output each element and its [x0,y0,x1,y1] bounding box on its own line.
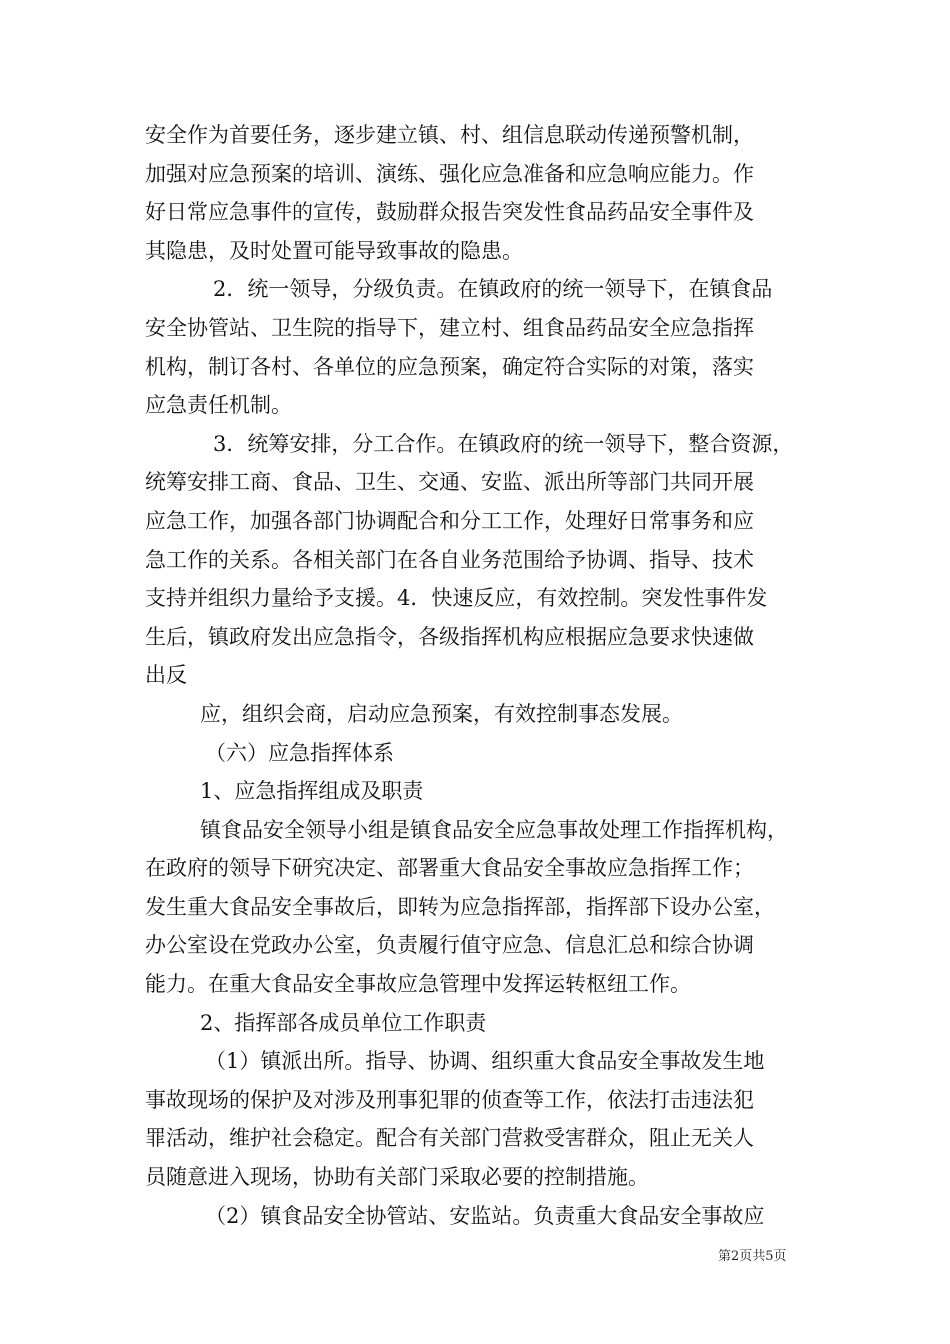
text-line: 应急工作，加强各部门协调配合和分工工作，处理好日常事务和应 [145,508,754,533]
text-line: 安全协管站、卫生院的指导下，建立村、组食品药品安全应急指挥 [145,315,754,340]
text-line: 事故现场的保护及对涉及刑事犯罪的侦查等工作，依法打击违法犯 [145,1087,754,1112]
text-line: 在政府的领导下研究决定、部署重大食品安全事故应急指挥工作； [145,856,754,881]
text-line: 加强对应急预案的培训、演练、强化应急准备和应急响应能力。作 [145,161,754,186]
text-line: 应急责任机制。 [145,393,292,418]
page-number: 第2页共5页 [718,1249,787,1264]
text-line: 应，组织会商，启动应急预案，有效控制事态发展。 [200,701,683,726]
section-heading: （六）应急指挥体系 [205,740,394,765]
subsection-heading: 2、指挥部各成员单位工作职责 [200,1010,487,1035]
text-line: 急工作的关系。各相关部门在各自业务范围给予协调、指导、技术 [145,547,754,572]
text-line: 出反 [145,663,187,688]
text-line: 镇食品安全领导小组是镇食品安全应急事故处理工作指挥机构， [200,817,788,842]
text-line: 机构，制订各村、各单位的应急预案，确定符合实际的对策，落实 [145,354,754,379]
text-line: 2．统一领导，分级负责。在镇政府的统一领导下，在镇食品 [213,277,773,302]
text-line: 3．统筹安排，分工合作。在镇政府的统一领导下，整合资源， [213,431,794,456]
text-line: 罪活动，维护社会稳定。配合有关部门营救受害群众，阻止无关人 [145,1126,754,1151]
text-line: 发生重大食品安全事故后，即转为应急指挥部，指挥部下设办公室， [145,894,775,919]
text-line: 安全作为首要任务，逐步建立镇、村、组信息联动传递预警机制， [145,123,754,147]
document-body [145,116,820,1235]
text-line: 好日常应急事件的宣传，鼓励群众报告突发性食品药品安全事件及 [145,200,754,225]
text-line: 支持并组织力量给予支援。4．快速反应，有效控制。突发性事件发 [145,586,768,611]
text-line: （2）镇食品安全协管站、安监站。负责重大食品安全事故应 [205,1203,765,1228]
text-line: （1）镇派出所。指导、协调、组织重大食品安全事故发生地 [205,1049,765,1074]
text-line: 办公室设在党政办公室，负责履行值守应急、信息汇总和综合协调 [145,933,754,958]
text-line: 其隐患，及时处置可能导致事故的隐患。 [145,238,523,263]
subsection-heading: 1、应急指挥组成及职责 [200,779,424,804]
text-line: 统筹安排工商、食品、卫生、交通、安监、派出所等部门共同开展 [145,470,754,495]
text-line: 员随意进入现场，协助有关部门采取必要的控制措施。 [145,1165,649,1190]
text-line: 能力。在重大食品安全事故应急管理中发挥运转枢纽工作。 [145,972,691,997]
text-line: 生后，镇政府发出应急指令，各级指挥机构应根据应急要求快速做 [145,624,754,649]
